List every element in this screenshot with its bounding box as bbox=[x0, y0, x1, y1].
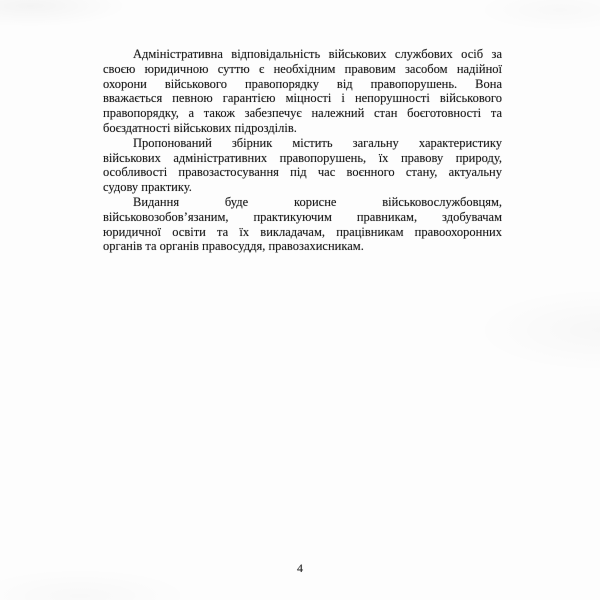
text-line: своєю юридичною суттю є необхідним правовим засобом надійної bbox=[103, 61, 502, 76]
page-number: 4 bbox=[297, 561, 303, 575]
text-line: правопорядку, а також забезпечує належний стан боєготовності та bbox=[103, 106, 502, 121]
text-line: Пропонований збірник містить загальну характеристику bbox=[133, 135, 502, 150]
text-line: юридичної освіти та їх викладачам, працівникам правоохоронних bbox=[103, 224, 502, 239]
paragraph-1 bbox=[103, 47, 502, 136]
text-line: Адміністративна відповідальність військових службових осіб за bbox=[133, 47, 502, 61]
paragraph-2 bbox=[103, 136, 502, 195]
text-line: вважається певною гарантією міцності і непорушності військового bbox=[103, 91, 502, 106]
paragraph-3 bbox=[103, 195, 502, 254]
text-line: охорони військового правопорядку від правопорушень. Вона bbox=[103, 76, 502, 91]
text-line: судову практику. bbox=[103, 180, 192, 195]
text-line: особливості правозастосування під час воєнного стану, актуальну bbox=[103, 165, 502, 180]
text-line: органів та органів правосуддя, правозахисникам. bbox=[103, 239, 364, 254]
text-line: боєздатності військових підрозділів. bbox=[103, 120, 297, 135]
text-line: Видання буде корисне військовослужбовцям, bbox=[133, 194, 502, 209]
text-line: військовозобов’язаним, практикуючим правникам, здобувачам bbox=[103, 209, 502, 224]
text-block bbox=[103, 47, 502, 254]
text-line: військових адміністративних правопорушень, їх правову природу, bbox=[103, 150, 502, 165]
